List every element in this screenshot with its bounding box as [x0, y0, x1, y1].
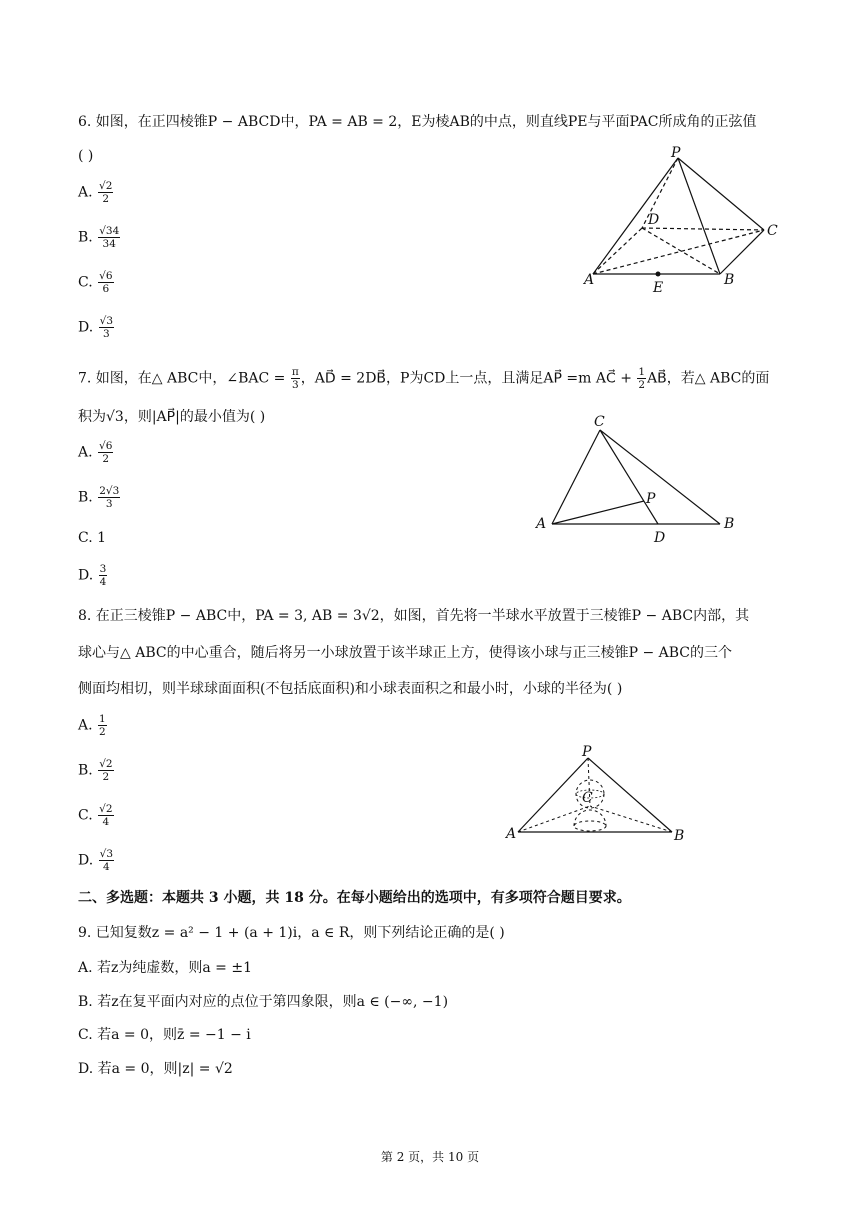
- label-b: B: [674, 828, 685, 844]
- q7-option-b: [78, 485, 121, 510]
- fraction: [98, 440, 113, 465]
- numerator: √2: [99, 803, 113, 815]
- label-e: E: [653, 280, 664, 296]
- q6-option-d: [78, 315, 115, 340]
- fraction: [99, 563, 108, 588]
- label-p: P: [671, 145, 681, 161]
- edge-pb: [588, 758, 672, 832]
- stem-text: 7. 如图，在△ ABC中，∠BAC =: [78, 370, 286, 387]
- numerator: √3: [99, 315, 114, 327]
- option-label: D.: [78, 567, 94, 584]
- q9-stem: 9. 已知复数z = a² − 1 + (a + 1)i，a ∈ R，则下列结论正确的是( ): [78, 925, 505, 941]
- label-p: P: [646, 491, 656, 507]
- q8-option-b: [78, 758, 115, 783]
- label-a: A: [536, 516, 547, 532]
- q9-option-d: D. 若a = 0，则|z| = √2: [78, 1061, 233, 1077]
- section-heading: 二、多选题：本题共 3 小题，共 18 分。在每小题给出的选项中，有多项符合题目要求。: [78, 890, 631, 906]
- q9-option-c: C. 若a = 0，则z̄ = −1 − i: [78, 1027, 251, 1043]
- hemisphere-base: [574, 821, 606, 831]
- label-b: B: [724, 516, 735, 532]
- option-value: 1: [97, 530, 107, 546]
- numerator: √6: [99, 440, 113, 452]
- fraction: [98, 485, 120, 510]
- denominator: 2: [102, 193, 110, 205]
- label-d: D: [654, 530, 666, 546]
- q8-option-c: [78, 803, 115, 828]
- label-a: A: [506, 826, 517, 842]
- hemisphere: [574, 810, 606, 826]
- q8-option-d: [78, 848, 115, 873]
- fraction: [98, 180, 113, 205]
- fraction: [98, 803, 113, 828]
- q9-option-a: A. 若z为纯虚数，则a = ±1: [78, 960, 253, 976]
- option-label: A.: [78, 444, 93, 461]
- point-e: [656, 272, 661, 277]
- option-label: C.: [78, 274, 93, 291]
- q6-option-b: [78, 225, 121, 250]
- denominator: 6: [102, 283, 110, 295]
- q7-triangle-figure: [530, 410, 750, 550]
- option-label: B.: [78, 489, 93, 506]
- q7-line2: 积为√3，则|AP⃗|的最小值为( ): [78, 409, 266, 425]
- numerator: √34: [99, 225, 120, 237]
- fraction: [99, 315, 114, 340]
- q8-line2: 球心与△ ABC的中心重合，随后将另一小球放置于该半球正上方，使得该小球与正三棱锥P − ABC的三个: [78, 645, 733, 661]
- denominator: 3: [291, 379, 299, 391]
- q7-option-c: [78, 528, 106, 548]
- option-label: D.: [78, 852, 94, 869]
- denominator: 3: [105, 498, 113, 510]
- edge-bc: [720, 230, 764, 274]
- edge-pa: [518, 758, 588, 832]
- q7-option-d: [78, 563, 108, 588]
- numerator: 3: [99, 563, 107, 575]
- stem-text: AB⃗，若△ ABC的面: [647, 370, 770, 387]
- q6-paren: ( ): [78, 148, 94, 164]
- denominator: 2: [638, 379, 646, 391]
- fraction: [98, 225, 120, 250]
- edge-pa: [593, 158, 678, 274]
- denominator: 2: [99, 726, 106, 738]
- fraction: [98, 270, 113, 295]
- fraction: [98, 713, 107, 738]
- label-c: C: [594, 414, 605, 430]
- q7-stem: [78, 366, 769, 391]
- q8-line3: 侧面均相切，则半球球面面积(不包括底面积)和小球表面积之和最小时，小球的半径为( ): [78, 681, 623, 697]
- label-c: C: [767, 223, 778, 239]
- option-label: C.: [78, 530, 93, 546]
- numerator: √6: [99, 270, 113, 282]
- q8-pyramid-figure: [500, 744, 700, 848]
- label-c: C: [582, 790, 593, 806]
- label-a: A: [584, 272, 595, 288]
- denominator: 4: [102, 861, 110, 873]
- numerator: 1: [638, 366, 646, 378]
- edge-bc: [590, 806, 672, 832]
- option-label: D.: [78, 319, 94, 336]
- numerator: √2: [99, 758, 113, 770]
- numerator: √2: [99, 180, 113, 192]
- page-footer: 第 2 页，共 10 页: [380, 1150, 480, 1164]
- edge-ad: [593, 228, 642, 274]
- side-ac: [552, 430, 600, 524]
- segment-ap: [552, 501, 644, 524]
- coef-fraction: [637, 366, 646, 391]
- label-d: D: [648, 212, 660, 228]
- q9-option-b: B. 若z在复平面内对应的点位于第四象限，则a ∈ (−∞, −1): [78, 994, 449, 1010]
- denominator: 2: [102, 453, 110, 465]
- q6-pyramid-figure: [578, 140, 788, 300]
- edge-ac: [518, 806, 590, 832]
- fraction: [99, 848, 114, 873]
- q6-stem: 6. 如图，在正四棱锥P − ABCD中，PA = AB = 2，E为棱AB的中点，则直线PE与平面PAC所成角的正弦值: [78, 114, 757, 130]
- q8-line1: 8. 在正三棱锥P − ABC中，PA = 3, AB = 3√2，如图，首先将一半球水平放置于三棱锥P − ABC内部，其: [78, 608, 750, 624]
- denominator: 3: [102, 328, 110, 340]
- q6-option-a: [78, 180, 114, 205]
- option-label: B.: [78, 762, 93, 779]
- diagonal-db: [642, 228, 720, 274]
- option-label: C.: [78, 807, 93, 824]
- option-label: B.: [78, 229, 93, 246]
- denominator: 4: [99, 576, 107, 588]
- stem-text: ，AD⃗ = 2DB⃗，P为CD上一点，且满足AP⃗ =m AC⃗ +: [300, 370, 632, 387]
- option-label: A.: [78, 184, 93, 201]
- angle-fraction: [291, 366, 300, 391]
- label-b: B: [724, 272, 735, 288]
- q7-option-a: [78, 440, 114, 465]
- numerator: 2√3: [99, 485, 120, 497]
- fraction: [98, 758, 113, 783]
- option-label: A.: [78, 717, 93, 734]
- numerator: π: [291, 366, 299, 378]
- numerator: √3: [99, 848, 114, 860]
- label-p: P: [582, 744, 592, 760]
- side-cb: [600, 430, 720, 524]
- numerator: 1: [99, 713, 106, 725]
- denominator: 4: [102, 816, 110, 828]
- diagonal-ac: [593, 230, 764, 274]
- denominator: 34: [102, 238, 116, 250]
- denominator: 2: [102, 771, 110, 783]
- q8-option-a: [78, 713, 108, 738]
- q6-option-c: [78, 270, 115, 295]
